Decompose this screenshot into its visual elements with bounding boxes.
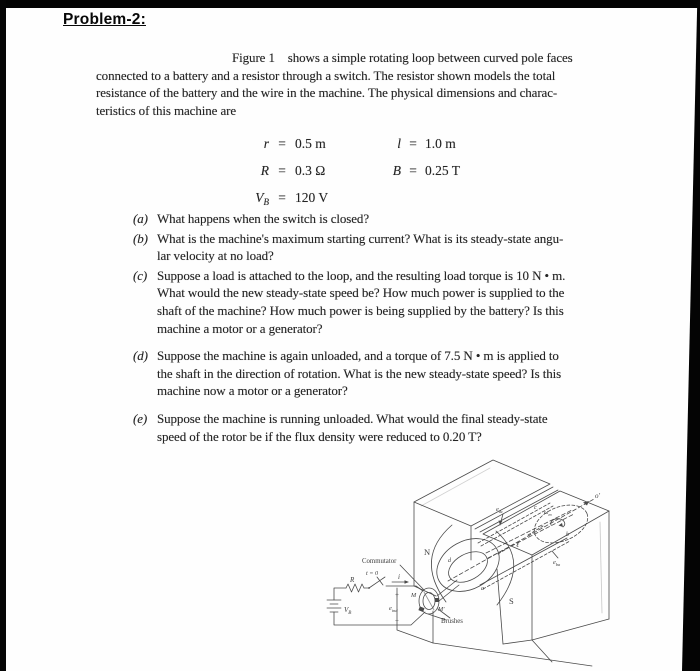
brushes-label: Brushes [441,618,463,625]
current-label: i [398,573,400,581]
south-pole-label: S [509,596,514,606]
north-pole-label: N [424,547,431,557]
parameter-row [229,160,525,187]
question-line: machine a motor or a generator? [157,320,323,336]
equals-sign: = [278,189,286,205]
paragraph-line: Figure 1 shows a simple rotating loop between curved pole faces [232,50,573,65]
question-label: (e) [133,410,148,426]
question-label: (c) [133,267,148,283]
question-e [133,410,565,445]
circuit [327,577,425,625]
corner-d-label: d [448,558,451,564]
figure-rotating-loop-machine [300,448,700,668]
param-value: 0.5 m [295,136,326,151]
question-a [133,210,565,228]
question-line: What is the machine's maximum starting current? What is its steady-state angu- [157,230,564,246]
question-line: What would the new steady-state speed be? How much power is supplied to the [157,285,565,301]
commutator-label: Commutator [362,558,397,565]
question-line: speed of the rotor be if the flux density were reduced to 0.20 T? [157,428,482,444]
battery-label: $V_B$ [344,606,352,616]
questions-list [133,208,565,445]
axis-o-prime-label: o′ [595,492,601,500]
param-value: 0.25 T [425,162,461,178]
param-var: r [263,136,269,151]
param-var: l [397,136,401,151]
equals-sign: = [409,136,417,151]
question-c [133,267,565,337]
param-var: $V_B$ [255,189,269,207]
minus-sign: − [395,617,399,625]
param-value: 120 V [295,189,329,205]
paragraph-line: resistance of the battery and the wire in the machine. The physical dimensions and charac- [96,85,558,101]
brush-m-label: M [411,592,417,599]
plus-sign: + [395,591,399,599]
corner-a-label: a [481,586,484,592]
question-line: the shaft in the direction of rotation. What is the new steady-state speed? Is this [157,365,562,381]
current-arrow [405,580,410,584]
question-line: Suppose the machine is running unloaded. What would the final steady-state [157,410,548,426]
equals-sign: = [409,162,417,178]
question-line: Suppose a load is attached to the loop, and the resulting load torque is 10 N • m. [157,267,566,283]
equals-sign: = [278,162,286,178]
question-d [133,347,565,400]
corner-c-label: c [534,505,537,511]
question-b [133,230,565,265]
corner-b-label: b [566,532,569,538]
curved-pole-faces [431,525,513,605]
parameter-row [229,133,525,160]
switch-blade [369,577,385,588]
battery-icon [327,600,341,612]
paragraph-line: teristics of this machine are [96,102,237,118]
resistor-icon [346,584,364,592]
page-title: Problem-2: [63,11,146,28]
equals-sign: = [278,136,286,151]
length-label: ℓ [516,540,520,549]
question-label: (a) [133,211,148,226]
intro-paragraph [96,49,616,119]
machine-diagram [300,448,700,668]
resistor-label: R [350,576,355,584]
e-dc-label: $e_{dc}$ [496,506,503,514]
e-ba-label: $e_{ba}$ [553,559,561,567]
e-ind-label: $e_{ind}$ [389,605,398,613]
param-value: 0.3 Ω [295,162,326,178]
param-var: B [392,162,401,178]
magnet-north-block [414,460,550,596]
omega-m-label: $\omega_m$ [544,509,552,517]
base-edges [433,640,592,666]
question-line: What happens when the switch is closed? [157,211,369,226]
question-label: (b) [133,230,148,246]
brush-m-prime-label: M′ [438,606,445,613]
scan-border-top [0,0,700,8]
question-line: lar velocity at no load? [157,248,274,264]
param-value: 1.0 m [425,136,456,151]
paragraph-line: connected to a battery and a resistor through a switch. The resistor shown models the total [96,67,556,83]
question-line: Suppose the machine is again unloaded, and a torque of 7.5 N • m is applied to [157,348,559,364]
question-line: shaft of the machine? How much power is being supplied by the battery? Is this [157,302,564,318]
switch-time-label: t = 0 [366,570,379,577]
question-label: (d) [133,348,148,364]
question-line: machine now a motor or a generator? [157,383,348,399]
param-var: R [260,162,269,178]
machine-parameters [229,133,525,213]
scan-border-left [0,0,6,671]
